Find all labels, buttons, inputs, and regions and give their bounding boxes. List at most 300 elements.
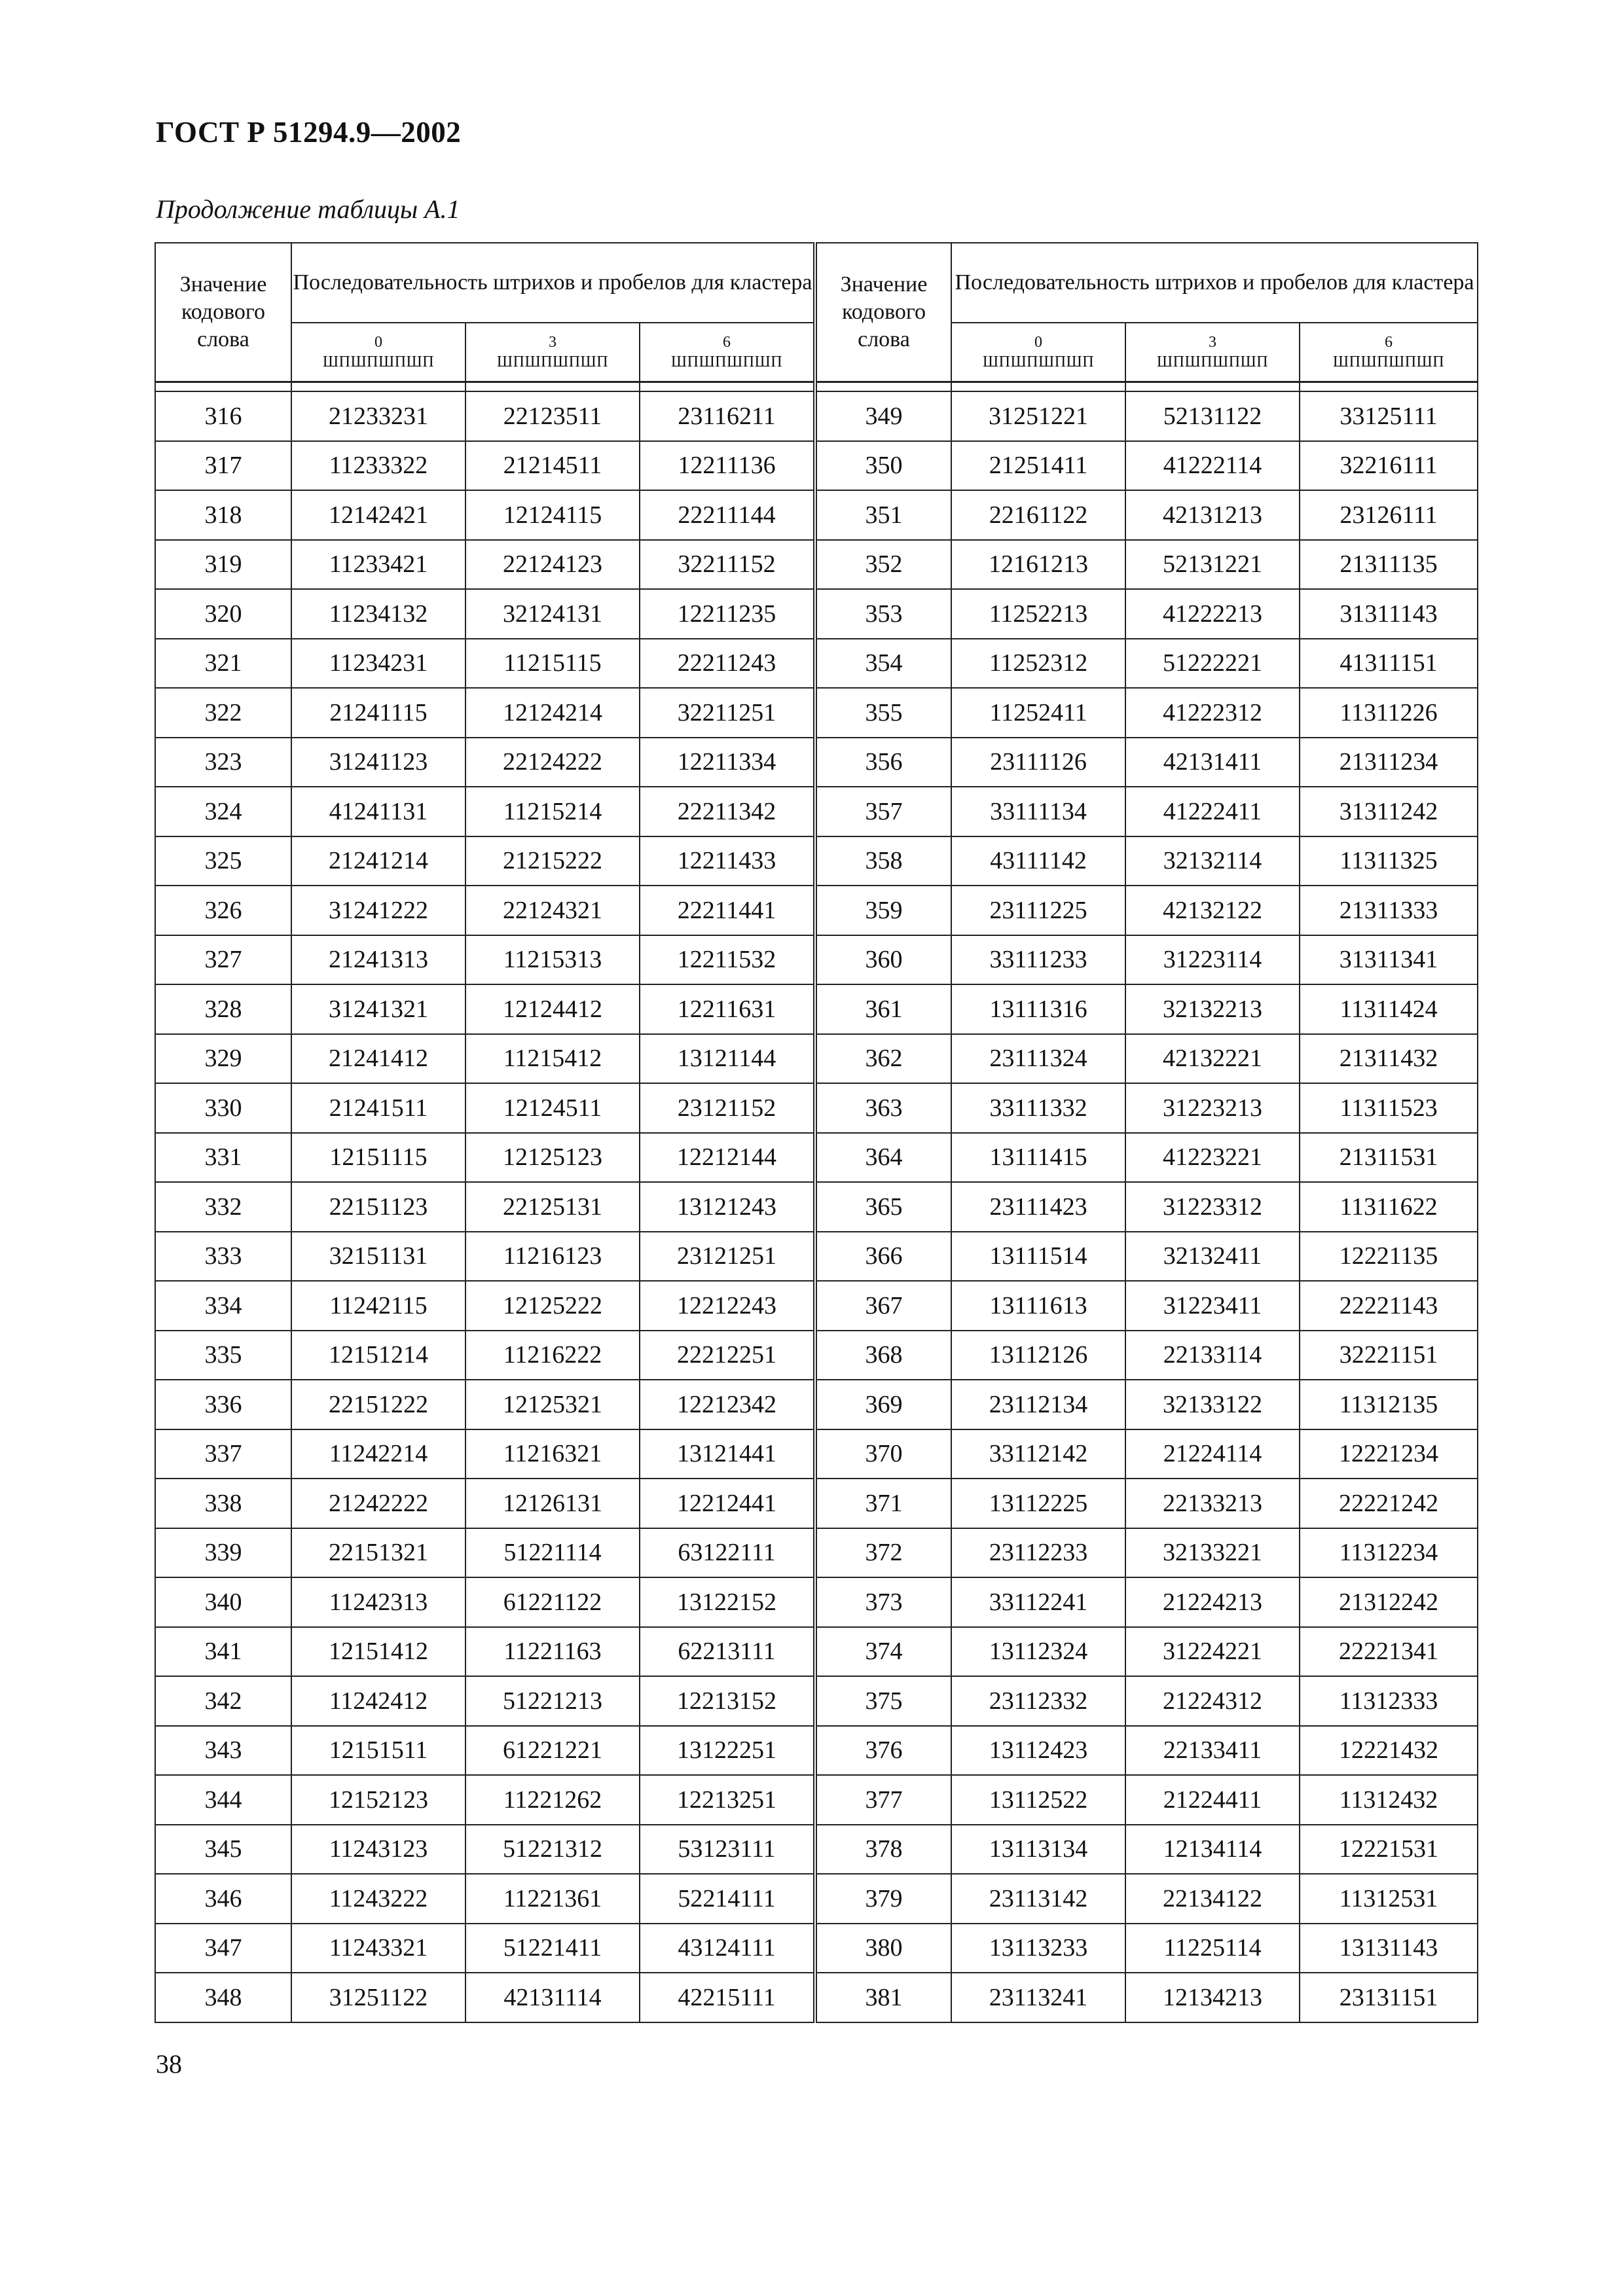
table-row [155, 1627, 1478, 1677]
sequence-cell-right: 33125111 [1300, 391, 1478, 441]
sequence-cell-left: 23116211 [640, 391, 815, 441]
codeword-value-right: 364 [815, 1133, 951, 1183]
sequence-cell-right: 13111613 [951, 1281, 1125, 1331]
sequence-cell-left: 13122251 [640, 1726, 815, 1776]
table-row [155, 935, 1478, 985]
sequence-cell-right: 13112423 [951, 1726, 1125, 1776]
sequence-cell-right: 13112126 [951, 1331, 1125, 1380]
sequence-cell-left: 11243222 [291, 1874, 465, 1924]
codeword-value-right: 366 [815, 1232, 951, 1282]
sequence-cell-right: 11311523 [1300, 1083, 1478, 1133]
codeword-value-right: 352 [815, 540, 951, 590]
sequence-cell-right: 11312135 [1300, 1380, 1478, 1429]
sequence-cell-right: 21311234 [1300, 738, 1478, 787]
codeword-value-right: 353 [815, 589, 951, 639]
sequence-cell-left: 12124115 [465, 490, 640, 540]
sequence-cell-right: 23126111 [1300, 490, 1478, 540]
sequence-cell-left: 12211532 [640, 935, 815, 985]
sequence-cell-left: 53123111 [640, 1825, 815, 1874]
sequence-cell-right: 31311341 [1300, 935, 1478, 985]
sequence-cell-left: 31241222 [291, 886, 465, 935]
sequence-cell-left: 12211235 [640, 589, 815, 639]
codeword-value-right: 361 [815, 984, 951, 1034]
sequence-cell-left: 12125222 [465, 1281, 640, 1331]
sequence-cell-left: 22211144 [640, 490, 815, 540]
sequence-cell-right: 52131122 [1125, 391, 1300, 441]
sequence-cell-right: 12134114 [1125, 1825, 1300, 1874]
sequence-cell-right: 52131221 [1125, 540, 1300, 590]
sequence-cell-left: 51221312 [465, 1825, 640, 1874]
sequence-cell-right: 33111134 [951, 787, 1125, 836]
sequence-cell-right: 23113142 [951, 1874, 1125, 1924]
table-row [155, 984, 1478, 1034]
codeword-value-left: 337 [155, 1429, 291, 1479]
table-body [155, 391, 1478, 2022]
sequence-cell-right: 22161122 [951, 490, 1125, 540]
table-row [155, 1479, 1478, 1528]
table-row [155, 787, 1478, 836]
sequence-cell-right: 13131143 [1300, 1924, 1478, 1973]
codeword-value-left: 336 [155, 1380, 291, 1429]
sequence-cell-right: 31223213 [1125, 1083, 1300, 1133]
table-row [155, 688, 1478, 738]
table-row [155, 1528, 1478, 1578]
table-row [155, 490, 1478, 540]
sequence-cell-right: 22133114 [1125, 1331, 1300, 1380]
table-row [155, 1182, 1478, 1232]
sequence-cell-right: 23111423 [951, 1182, 1125, 1232]
sequence-cell-left: 12211433 [640, 836, 815, 886]
sequence-cell-right: 31223312 [1125, 1182, 1300, 1232]
sequence-cell-right: 22221341 [1300, 1627, 1478, 1677]
sequence-cell-left: 11242115 [291, 1281, 465, 1331]
sequence-cell-left: 21241313 [291, 935, 465, 985]
sequence-cell-left: 12124412 [465, 984, 640, 1034]
table-row [155, 1825, 1478, 1874]
sequence-cell-left: 31241321 [291, 984, 465, 1034]
codeword-value-right: 372 [815, 1528, 951, 1578]
codeword-value-left: 326 [155, 886, 291, 935]
table-row [155, 1083, 1478, 1133]
sequence-cell-right: 11311325 [1300, 836, 1478, 886]
sequence-cell-left: 43124111 [640, 1924, 815, 1973]
table-row [155, 1726, 1478, 1776]
sequence-cell-right: 32221151 [1300, 1331, 1478, 1380]
codeword-value-right: 368 [815, 1331, 951, 1380]
sequence-cell-right: 31223114 [1125, 935, 1300, 985]
table-row [155, 1676, 1478, 1726]
sequence-cell-right: 41222411 [1125, 787, 1300, 836]
codeword-value-left: 322 [155, 688, 291, 738]
sequence-cell-left: 11216321 [465, 1429, 640, 1479]
codeword-value-left: 330 [155, 1083, 291, 1133]
sequence-cell-right: 22134122 [1125, 1874, 1300, 1924]
cluster-pattern: ШПШПШПШП [496, 353, 609, 370]
sequence-cell-left: 23121152 [640, 1083, 815, 1133]
sequence-cell-left: 11215214 [465, 787, 640, 836]
codeword-value-right: 375 [815, 1676, 951, 1726]
sequence-cell-right: 33111332 [951, 1083, 1125, 1133]
sequence-cell-right: 23112134 [951, 1380, 1125, 1429]
sequence-cell-right: 32216111 [1300, 441, 1478, 491]
sequence-cell-left: 63122111 [640, 1528, 815, 1578]
codeword-value-right: 370 [815, 1429, 951, 1479]
codeword-value-left: 331 [155, 1133, 291, 1183]
sequence-cell-right: 21224213 [1125, 1577, 1300, 1627]
sequence-cell-right: 42132221 [1125, 1034, 1300, 1084]
sequence-cell-left: 21241214 [291, 836, 465, 886]
sequence-cell-right: 21224411 [1125, 1775, 1300, 1825]
table-row [155, 886, 1478, 935]
codeword-value-right: 376 [815, 1726, 951, 1776]
codeword-value-left: 333 [155, 1232, 291, 1282]
cluster-pattern: ШПШПШПШП [670, 353, 783, 370]
table-row [155, 441, 1478, 491]
codeword-value-right: 358 [815, 836, 951, 886]
sequence-cell-left: 22151123 [291, 1182, 465, 1232]
sequence-cell-right: 12221432 [1300, 1726, 1478, 1776]
table-row [155, 391, 1478, 441]
codeword-value-left: 329 [155, 1034, 291, 1084]
codeword-value-right: 379 [815, 1874, 951, 1924]
codeword-value-left: 348 [155, 1973, 291, 2022]
codeword-value-left: 332 [155, 1182, 291, 1232]
codeword-value-left: 320 [155, 589, 291, 639]
codeword-value-left: 323 [155, 738, 291, 787]
sequence-cell-right: 13111514 [951, 1232, 1125, 1282]
sequence-cell-right: 22133213 [1125, 1479, 1300, 1528]
cluster-3-header-left [465, 323, 640, 382]
sequence-cell-right: 23113241 [951, 1973, 1125, 2022]
sequence-cell-left: 11215313 [465, 935, 640, 985]
sequence-cell-left: 11216123 [465, 1232, 640, 1282]
sequence-cell-left: 32211251 [640, 688, 815, 738]
sequence-cell-left: 21215222 [465, 836, 640, 886]
codeword-value-left: 319 [155, 540, 291, 590]
codeword-value-right: 381 [815, 1973, 951, 2022]
sequence-cell-right: 21311135 [1300, 540, 1478, 590]
sequence-cell-left: 32151131 [291, 1232, 465, 1282]
codeword-value-left: 347 [155, 1924, 291, 1973]
sequence-cell-left: 12151115 [291, 1133, 465, 1183]
sequence-cell-left: 11242214 [291, 1429, 465, 1479]
sequence-cell-left: 12211334 [640, 738, 815, 787]
cluster-number: 6 [1385, 334, 1393, 351]
table-row [155, 1133, 1478, 1183]
sequence-cell-right: 42131411 [1125, 738, 1300, 787]
sequence-cell-left: 21241511 [291, 1083, 465, 1133]
sequence-cell-right: 21311333 [1300, 886, 1478, 935]
sequence-cell-left: 31241123 [291, 738, 465, 787]
sequence-cell-left: 12151412 [291, 1627, 465, 1677]
cluster-number: 3 [549, 334, 556, 351]
cluster-0-header-right [951, 323, 1125, 382]
page-number: 38 [156, 2049, 182, 2079]
codeword-value-right: 362 [815, 1034, 951, 1084]
sequence-cell-right: 32132114 [1125, 836, 1300, 886]
sequence-cell-right: 11311622 [1300, 1182, 1478, 1232]
sequence-cell-right: 12221135 [1300, 1232, 1478, 1282]
cluster-3-header-right [1125, 323, 1300, 382]
sequence-cell-left: 13121144 [640, 1034, 815, 1084]
codeword-value-left: 325 [155, 836, 291, 886]
sequence-cell-left: 22151222 [291, 1380, 465, 1429]
codeword-value-left: 344 [155, 1775, 291, 1825]
sequence-cell-right: 12221531 [1300, 1825, 1478, 1874]
table-row [155, 639, 1478, 689]
codeword-value-left: 346 [155, 1874, 291, 1924]
codeword-value-left: 342 [155, 1676, 291, 1726]
cluster-number: 6 [723, 334, 731, 351]
sequence-cell-left: 21233231 [291, 391, 465, 441]
codeword-value-left: 335 [155, 1331, 291, 1380]
sequence-cell-left: 11215115 [465, 639, 640, 689]
sequence-cell-right: 32133122 [1125, 1380, 1300, 1429]
sequence-cell-right: 13113134 [951, 1825, 1125, 1874]
sequence-cell-left: 21241115 [291, 688, 465, 738]
sequence-cell-right: 11312234 [1300, 1528, 1478, 1578]
sequence-cell-right: 12161213 [951, 540, 1125, 590]
sequence-cell-left: 22212251 [640, 1331, 815, 1380]
table-row [155, 836, 1478, 886]
codeword-value-right: 378 [815, 1825, 951, 1874]
cluster-pattern: ШПШПШПШП [322, 353, 435, 370]
sequence-cell-left: 12124214 [465, 688, 640, 738]
sequence-cell-left: 62213111 [640, 1627, 815, 1677]
sequence-cell-right: 33112241 [951, 1577, 1125, 1627]
codeword-value-right: 380 [815, 1924, 951, 1973]
sequence-cell-right: 13112324 [951, 1627, 1125, 1677]
sequence-cell-left: 12213251 [640, 1775, 815, 1825]
sequence-cell-right: 21312242 [1300, 1577, 1478, 1627]
sequence-cell-right: 33111233 [951, 935, 1125, 985]
sequence-cell-right: 12134213 [1125, 1973, 1300, 2022]
codeword-value-left: 343 [155, 1726, 291, 1776]
table-row [155, 1429, 1478, 1479]
sequence-cell-left: 11234231 [291, 639, 465, 689]
sequence-cell-left: 42215111 [640, 1973, 815, 2022]
sequence-cell-right: 13113233 [951, 1924, 1125, 1973]
sequence-cell-left: 11242412 [291, 1676, 465, 1726]
sequence-cell-left: 12212144 [640, 1133, 815, 1183]
codeword-value-right: 360 [815, 935, 951, 985]
sequence-cell-left: 41241131 [291, 787, 465, 836]
sequence-cell-right: 11225114 [1125, 1924, 1300, 1973]
sequence-cell-left: 12152123 [291, 1775, 465, 1825]
table-row [155, 1874, 1478, 1924]
sequence-cell-right: 32132213 [1125, 984, 1300, 1034]
sequence-cell-left: 42131114 [465, 1973, 640, 2022]
codeword-value-right: 359 [815, 886, 951, 935]
sequence-cell-right: 22221143 [1300, 1281, 1478, 1331]
codeword-table [155, 242, 1478, 2023]
codeword-value-left: 324 [155, 787, 291, 836]
codeword-value-right: 355 [815, 688, 951, 738]
sequence-cell-right: 42131213 [1125, 490, 1300, 540]
sequence-cell-right: 13112522 [951, 1775, 1125, 1825]
sequence-cell-right: 23111126 [951, 738, 1125, 787]
sequence-cell-left: 13122152 [640, 1577, 815, 1627]
sequence-cell-left: 51221114 [465, 1528, 640, 1578]
table-row [155, 540, 1478, 590]
codeword-value-left: 317 [155, 441, 291, 491]
codeword-value-left: 321 [155, 639, 291, 689]
cluster-number: 0 [1034, 334, 1042, 351]
sequence-cell-left: 12212342 [640, 1380, 815, 1429]
table-row [155, 1331, 1478, 1380]
codeword-value-left: 327 [155, 935, 291, 985]
sequence-cell-left: 32124131 [465, 589, 640, 639]
codeword-value-right: 377 [815, 1775, 951, 1825]
sequence-cell-left: 21241412 [291, 1034, 465, 1084]
codeword-value-left: 345 [155, 1825, 291, 1874]
table-row [155, 1577, 1478, 1627]
cluster-pattern: ШПШПШПШП [1332, 353, 1445, 370]
sequence-cell-right: 23112233 [951, 1528, 1125, 1578]
sequence-cell-left: 12213152 [640, 1676, 815, 1726]
sequence-cell-left: 11233322 [291, 441, 465, 491]
sequence-cell-right: 21224114 [1125, 1429, 1300, 1479]
header-separator [155, 382, 1478, 392]
sequence-cell-left: 52214111 [640, 1874, 815, 1924]
sequence-cell-right: 11252213 [951, 589, 1125, 639]
sequence-cell-left: 12212441 [640, 1479, 815, 1528]
sequence-cell-left: 21242222 [291, 1479, 465, 1528]
sequence-cell-right: 23112332 [951, 1676, 1125, 1726]
sequence-cell-right: 31224221 [1125, 1627, 1300, 1677]
sequence-cell-right: 11252312 [951, 639, 1125, 689]
table-row [155, 738, 1478, 787]
cluster-number: 0 [374, 334, 382, 351]
header-value-right: Значение кодового слова [815, 243, 951, 382]
sequence-cell-right: 32132411 [1125, 1232, 1300, 1282]
header-sequence-right: Последовательность штрихов и пробелов для кластера [951, 243, 1478, 323]
codeword-value-left: 338 [155, 1479, 291, 1528]
sequence-cell-left: 12151511 [291, 1726, 465, 1776]
sequence-cell-right: 11311424 [1300, 984, 1478, 1034]
codeword-value-left: 318 [155, 490, 291, 540]
sequence-cell-left: 31251122 [291, 1973, 465, 2022]
sequence-cell-left: 51221213 [465, 1676, 640, 1726]
sequence-cell-left: 11221361 [465, 1874, 640, 1924]
codeword-value-left: 334 [155, 1281, 291, 1331]
codeword-value-right: 367 [815, 1281, 951, 1331]
sequence-cell-right: 23111225 [951, 886, 1125, 935]
sequence-cell-right: 11312432 [1300, 1775, 1478, 1825]
sequence-cell-right: 21311531 [1300, 1133, 1478, 1183]
codeword-value-right: 373 [815, 1577, 951, 1627]
sequence-cell-left: 13121441 [640, 1429, 815, 1479]
sequence-cell-left: 11233421 [291, 540, 465, 590]
sequence-cell-left: 22211243 [640, 639, 815, 689]
sequence-cell-left: 22124222 [465, 738, 640, 787]
codeword-value-left: 328 [155, 984, 291, 1034]
sequence-cell-right: 41222114 [1125, 441, 1300, 491]
sequence-cell-right: 42132122 [1125, 886, 1300, 935]
sequence-cell-right: 33112142 [951, 1429, 1125, 1479]
sequence-cell-left: 12125123 [465, 1133, 640, 1183]
sequence-cell-left: 11221262 [465, 1775, 640, 1825]
sequence-cell-left: 22123511 [465, 391, 640, 441]
table-row [155, 1924, 1478, 1973]
sequence-cell-right: 23111324 [951, 1034, 1125, 1084]
codeword-value-left: 339 [155, 1528, 291, 1578]
codeword-value-right: 363 [815, 1083, 951, 1133]
sequence-cell-right: 21224312 [1125, 1676, 1300, 1726]
sequence-cell-left: 11216222 [465, 1331, 640, 1380]
sequence-cell-right: 12221234 [1300, 1429, 1478, 1479]
cluster-pattern: ШПШПШПШП [1156, 353, 1269, 370]
sequence-cell-right: 11311226 [1300, 688, 1478, 738]
sequence-cell-left: 11242313 [291, 1577, 465, 1627]
sequence-cell-left: 61221122 [465, 1577, 640, 1627]
cluster-6-header-left [640, 323, 815, 382]
sequence-cell-left: 12124511 [465, 1083, 640, 1133]
table-row [155, 1380, 1478, 1429]
sequence-cell-right: 11252411 [951, 688, 1125, 738]
document-title: ГОСТ Р 51294.9—2002 [156, 116, 462, 149]
sequence-cell-right: 23131151 [1300, 1973, 1478, 2022]
sequence-cell-right: 41311151 [1300, 639, 1478, 689]
sequence-cell-left: 11243321 [291, 1924, 465, 1973]
sequence-cell-left: 12212243 [640, 1281, 815, 1331]
sequence-cell-left: 22211342 [640, 787, 815, 836]
sequence-cell-right: 43111142 [951, 836, 1125, 886]
sequence-cell-right: 13111415 [951, 1133, 1125, 1183]
header-value-left: Значение кодового слова [155, 243, 291, 382]
sequence-cell-right: 31223411 [1125, 1281, 1300, 1331]
sequence-cell-right: 22221242 [1300, 1479, 1478, 1528]
sequence-cell-right: 13111316 [951, 984, 1125, 1034]
sequence-cell-left: 12142421 [291, 490, 465, 540]
codeword-value-right: 365 [815, 1182, 951, 1232]
sequence-cell-left: 12151214 [291, 1331, 465, 1380]
sequence-cell-left: 22211441 [640, 886, 815, 935]
sequence-cell-right: 21311432 [1300, 1034, 1478, 1084]
sequence-cell-left: 22124321 [465, 886, 640, 935]
table-row [155, 1973, 1478, 2022]
table-caption: Продолжение таблицы А.1 [156, 194, 460, 224]
codeword-value-right: 374 [815, 1627, 951, 1677]
sequence-cell-left: 22125131 [465, 1182, 640, 1232]
sequence-cell-right: 31251221 [951, 391, 1125, 441]
table-row [155, 1034, 1478, 1084]
cluster-pattern: ШПШПШПШП [982, 353, 1095, 370]
table-row [155, 1775, 1478, 1825]
sequence-cell-right: 31311242 [1300, 787, 1478, 836]
sequence-cell-left: 11243123 [291, 1825, 465, 1874]
sequence-cell-right: 51222221 [1125, 639, 1300, 689]
cluster-0-header-left [291, 323, 465, 382]
codeword-value-right: 350 [815, 441, 951, 491]
sequence-cell-right: 31311143 [1300, 589, 1478, 639]
cluster-6-header-right [1300, 323, 1478, 382]
sequence-cell-right: 11312531 [1300, 1874, 1478, 1924]
codeword-value-right: 357 [815, 787, 951, 836]
codeword-value-left: 316 [155, 391, 291, 441]
sequence-cell-right: 41222312 [1125, 688, 1300, 738]
table-row [155, 1232, 1478, 1282]
codeword-value-right: 371 [815, 1479, 951, 1528]
sequence-cell-right: 22133411 [1125, 1726, 1300, 1776]
sequence-cell-left: 21214511 [465, 441, 640, 491]
sequence-cell-left: 11221163 [465, 1627, 640, 1677]
table-row [155, 1281, 1478, 1331]
codeword-value-right: 349 [815, 391, 951, 441]
sequence-cell-left: 51221411 [465, 1924, 640, 1973]
cluster-number: 3 [1209, 334, 1216, 351]
sequence-cell-left: 11215412 [465, 1034, 640, 1084]
